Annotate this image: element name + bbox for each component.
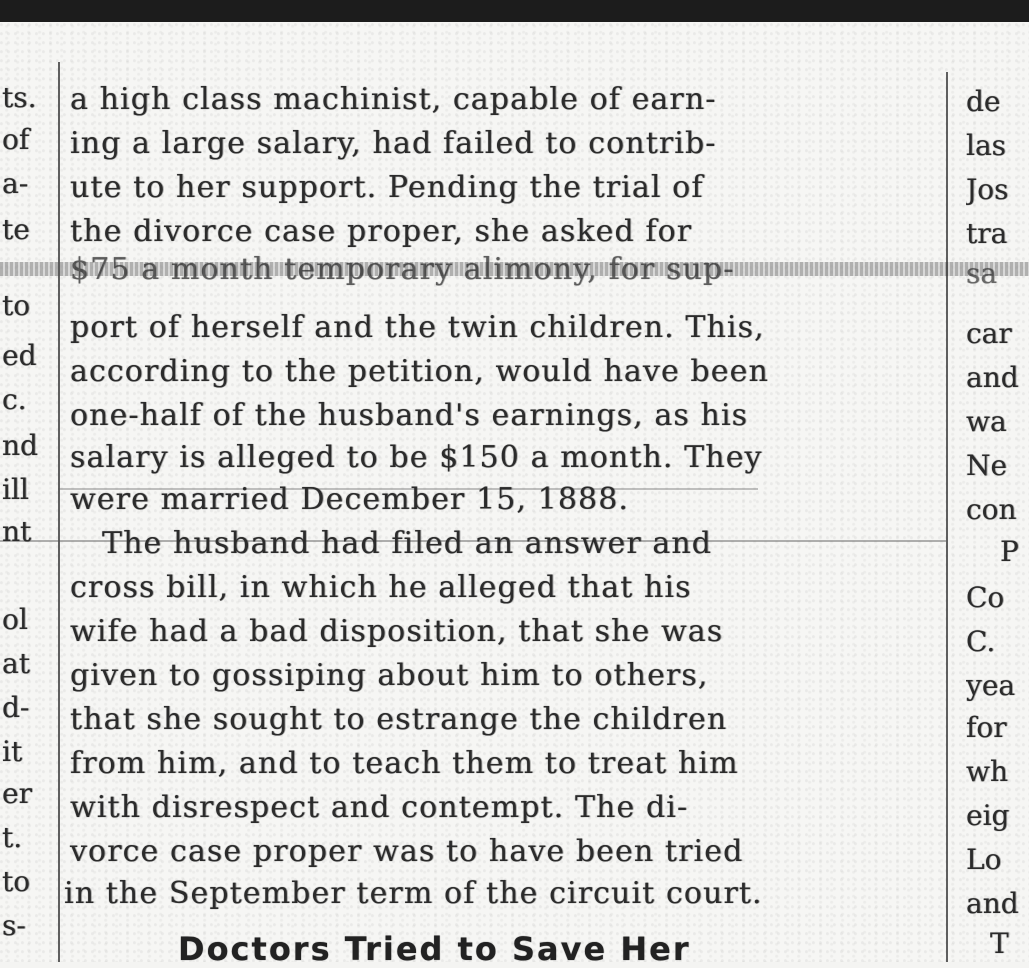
article-line: with disrespect and contempt. The di-	[70, 790, 689, 825]
right-line: de	[966, 86, 1001, 118]
article-line: port of herself and the twin children. This,	[70, 310, 765, 345]
left-line: to	[2, 866, 31, 898]
left-line: c.	[2, 384, 27, 416]
article-line: ute to her support. Pending the trial of	[70, 170, 704, 205]
right-line: eig	[966, 800, 1010, 832]
right-line: for	[966, 712, 1007, 744]
right-line: Co	[966, 582, 1005, 614]
right-line: P	[1000, 536, 1019, 568]
left-line: ill	[2, 474, 29, 506]
left-line: nt	[2, 516, 32, 548]
article-line: cross bill, in which he alleged that his	[70, 570, 692, 605]
right-line: yea	[966, 670, 1016, 702]
article-line: one-half of the husband's earnings, as his	[70, 398, 749, 433]
left-line: d-	[2, 692, 30, 724]
right-line: sa	[966, 258, 998, 290]
article-line: $75 a month temporary alimony, for sup-	[70, 252, 735, 287]
right-line: tra	[966, 218, 1008, 250]
right-line: Ne	[966, 450, 1008, 482]
article-line: salary is alleged to be $150 a month. They	[70, 440, 763, 475]
newspaper-clipping	[0, 22, 1029, 968]
right-line: con	[966, 494, 1017, 526]
article-line: according to the petition, would have been	[70, 354, 769, 389]
right-line: car	[966, 318, 1012, 350]
right-line: las	[966, 130, 1007, 162]
left-line: t.	[2, 822, 23, 854]
article-line: The husband had filed an answer and	[102, 526, 713, 561]
section-headline: Doctors Tried to Save Her	[178, 930, 691, 968]
article-line: the divorce case proper, she asked for	[70, 214, 693, 249]
right-line: Jos	[966, 174, 1009, 206]
left-line: to	[2, 290, 31, 322]
article-line: ing a large salary, had failed to contrib-	[70, 126, 717, 161]
right-line: and	[966, 888, 1019, 920]
article-line: wife had a bad disposition, that she was	[70, 614, 724, 649]
article-line: were married December 15, 1888.	[70, 482, 630, 517]
right-line: wh	[966, 756, 1008, 788]
left-line: a-	[2, 168, 29, 200]
left-line: ed	[2, 340, 37, 372]
article-line: a high class machinist, capable of earn-	[70, 82, 717, 117]
left-line: nd	[2, 430, 38, 462]
right-line: Lo	[966, 844, 1002, 876]
right-line: and	[966, 362, 1019, 394]
column-rule-right	[946, 72, 948, 962]
left-line: it	[2, 736, 23, 768]
left-line: of	[2, 124, 30, 156]
left-line: s-	[2, 910, 26, 942]
right-line: C.	[966, 626, 996, 658]
right-line: T	[990, 928, 1009, 960]
left-line: ol	[2, 604, 28, 636]
left-line: er	[2, 778, 32, 810]
article-line: from him, and to teach them to treat him	[70, 746, 739, 781]
article-line: vorce case proper was to have been tried	[70, 834, 744, 869]
left-line: at	[2, 648, 30, 680]
right-line: wa	[966, 406, 1007, 438]
scanner-edge	[0, 0, 1029, 22]
article-line: that she sought to estrange the children	[70, 702, 728, 737]
column-rule-left	[58, 62, 60, 962]
left-line: te	[2, 214, 30, 246]
left-line: ts.	[2, 82, 37, 114]
article-line: in the September term of the circuit court.	[64, 876, 763, 911]
article-line: given to gossiping about him to others,	[70, 658, 709, 693]
